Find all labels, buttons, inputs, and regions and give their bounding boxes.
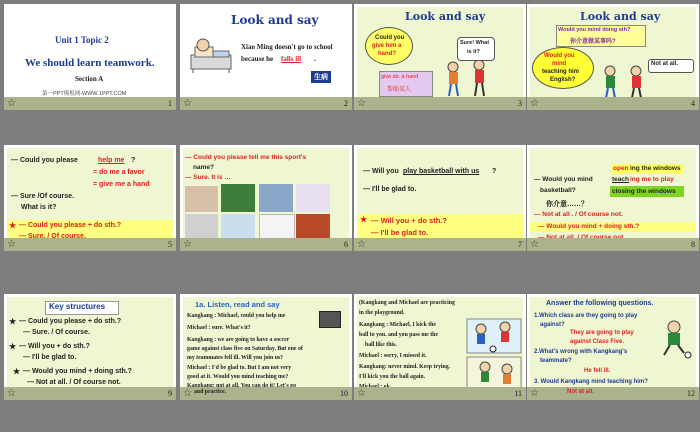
slide-canvas [7,148,173,238]
structure-line-6: — Not at all. / Of course not. [27,379,121,386]
slide-bar [354,238,526,251]
question-2a: 2.What's wrong with Kangkang's [534,349,628,355]
star-icon: ☆ [7,388,16,399]
note-text-1: give sb. a hand [381,74,419,80]
slide-bar [180,97,352,110]
star-icon: ☆ [183,388,192,399]
children-illustration [598,65,654,97]
star-icon: ☆ [357,239,366,250]
slide-10[interactable] [180,294,352,400]
answer-line: — I'll be glad to. [363,186,417,193]
pattern-text: Would you mind doing sth? [558,27,631,33]
question-mark: ? [131,157,136,164]
slide-canvas [183,297,349,387]
star-icon: ★ [13,367,21,376]
question-line-2: name? [193,164,214,171]
reply-text-2: is it? [467,49,480,55]
children-illustration [439,61,499,97]
star-icon: ☆ [7,239,16,250]
slide-4[interactable] [527,4,699,110]
bubble-text-3: hand? [378,51,396,57]
dialog-line-8: Kangkang: not at all. You can do it! Let's go [187,383,296,387]
soccer-player-illustration [654,319,694,359]
slide-6[interactable] [180,145,352,251]
dialog-line-4: game against class five on Saturday. But one of [187,346,303,352]
answer-line: — Sure. It is … [185,174,231,181]
slide-number: 6 [344,240,348,249]
dialog-line-3: Kangkang : Michael, I kick the [359,322,436,328]
star-icon: ★ [9,342,17,351]
slide-9[interactable] [4,294,176,400]
dialog-line-1: Kangkang : Michael, could you help me [187,313,286,319]
dialog-line-9: and practice. [194,389,227,395]
reply-text-1: Sure! What [460,40,490,46]
slide-5[interactable] [4,145,176,251]
structure-line-4: — I'll be glad to. [23,354,77,361]
star-icon: ☆ [530,98,539,109]
slide-number: 10 [340,389,348,398]
dialog-line-1: (Kangkang and Michael are practicing [359,300,455,306]
slide-heading: Look and say [580,10,661,23]
star-icon: ☆ [183,239,192,250]
slide-number: 3 [518,99,522,108]
bubble-text-1: Would you [544,53,575,59]
star-icon: ★ [360,215,368,224]
pattern-translation: 你介意做某事吗? [570,39,616,45]
slide-bar [527,97,699,110]
dialog-line-5: ball like this. [365,342,397,348]
answer-1b: against Class Five. [570,339,625,345]
slide-heading: Look and say [231,13,319,27]
star-icon: ☆ [183,98,192,109]
structure-line-5: — Would you mind + doing sth.? [23,368,132,375]
slide-12[interactable] [527,294,699,400]
slide-canvas [530,7,696,97]
slide-11[interactable] [354,294,526,400]
sentence-period: . [314,55,316,63]
slide-canvas [183,7,349,97]
footer-text: 第一PPT模板网-WWW.1PPT.COM [42,91,127,97]
translation-text: 你介意……？ [546,201,588,208]
question-line-1: — Could you please tell me this sport's [185,154,307,161]
question-text: — Could you please [11,157,78,164]
phrase-play-basketball: play basketball with us [403,168,480,175]
sentence-line-2a: because he [241,55,274,63]
option-1: = do me a favor [93,169,145,176]
bubble-text-3: teaching him [542,69,580,75]
star-icon: ☆ [530,239,539,250]
soccer-illustration [465,317,523,387]
structure-line-1: — Could you please + do sth.? [19,318,122,325]
slide-canvas [183,148,349,238]
structure-line-2: — Sure. / Of course. [23,329,90,336]
slide-bar [527,387,699,400]
slide-number: 8 [691,240,695,249]
question-1a: 1.Which class are they going to play [534,313,638,319]
pattern-line-1: — Will you + do sth.? [371,216,447,225]
bubble-text-2: mind [552,61,567,67]
answer-2: He fell ill. [584,368,611,374]
translation-tag: 生病 [311,71,331,83]
slide-number: 1 [168,99,172,108]
sport-photo-diving [259,184,293,212]
highlight-closing: closing the windows [612,188,676,195]
pattern-line-1: — Could you please + do sth.? [19,222,122,229]
slide-heading: Answer the following questions. [546,300,654,307]
question-1b: against? [540,322,565,328]
question-2b: teammate? [540,358,572,364]
answer-line: — Not at all . / Of course not. [534,211,623,218]
question-mark: ? [492,168,497,175]
sport-photo-badminton [221,184,255,212]
star-icon: ★ [9,317,17,326]
slide-7[interactable] [354,145,526,251]
sentence-line-1: Xiao Ming doesn't go to school [241,43,333,51]
slide-number: 11 [514,389,522,398]
slide-1[interactable] [4,4,176,110]
slide-number: 5 [168,240,172,249]
dialog-line-6: Michael : I'd be glad to. But I am not very [187,365,292,371]
slide-bar [4,238,176,251]
verb-ing: ing me to play [630,176,674,183]
star-icon: ☆ [357,388,366,399]
slide-number: 9 [168,389,172,398]
dialog-line-5: my teammates fell ill. Will you join us? [187,355,284,361]
sport-photo-skiing [221,214,255,238]
option-2: = give me a hand [93,181,150,188]
pattern-line-2: — Not at all. / Of course not. [538,234,626,238]
highlight-opening-1: open [613,165,629,172]
unit-label: Unit 1 Topic 2 [55,35,109,45]
pattern-line-1: — Would you mind + doing sth.? [538,223,640,230]
slide-canvas [357,7,523,97]
slide-canvas [530,148,696,238]
slide-bar [354,97,526,110]
highlight-opening-2: ing the windows [630,165,681,172]
dialog-line-7: good at it. Would you mind teaching me? [187,374,289,380]
dialog-line-6: Michael : sorry, I missed it. [359,353,427,359]
section-label: Section A [75,75,104,83]
slide-heading: 1a. Listen, read and say [195,300,280,309]
slide-bar [4,387,176,400]
sport-photo-cycling [185,214,218,238]
question-line-2: basketball? [540,187,576,194]
sport-photo-boxing [185,186,218,212]
slide-canvas [7,7,173,97]
phrase-falls-ill: falls ill [281,55,302,63]
slide-canvas [7,297,173,387]
slide-number: 12 [687,389,695,398]
note-text-2: 帮助某人 [387,87,412,93]
verb-teach: teach [612,176,629,183]
slide-heading: Key structures [49,302,106,311]
question-3: 3. Would Kangkang mind teaching him? [534,379,648,385]
slide-number: 4 [691,99,695,108]
slide-bar [4,97,176,110]
dialog-line-4: ball to you. and you pass me the [359,332,438,338]
answer-line-1: — Sure /Of course. [11,193,75,200]
film-icon[interactable] [319,311,341,328]
sport-photo-basketball [296,214,330,238]
slide-number: 2 [344,99,348,108]
slide-bar [180,238,352,251]
slide-canvas [357,297,523,387]
slide-bar [527,238,699,251]
dialog-line-3: Kangkang : we are going to have a soccer [187,337,290,343]
pattern-line-2: — Sure. / Of course. [19,233,86,238]
slide-title: We should learn teamwork. [25,57,155,69]
phrase-help-me: help me [98,157,125,164]
slide-8[interactable] [527,145,699,251]
sport-photo-soccer [259,214,295,238]
star-icon: ☆ [530,388,539,399]
slide-heading: Look and say [405,10,486,23]
bubble-text-1: Could you [375,35,405,41]
structure-line-3: — Will you + do sth.? [19,343,90,350]
star-icon: ☆ [7,98,16,109]
dialog-line-7: Kangkang: never mind. Keep trying. [359,364,451,370]
slide-number: 7 [518,240,522,249]
slide-canvas [530,297,696,387]
bubble-text-4: English? [550,77,576,83]
answer-3: Not at all. [567,389,595,395]
reply-text: Not at all. [651,61,679,67]
slide-3[interactable] [354,4,526,110]
slide-bar [354,387,526,400]
pattern-line-2: — I'll be glad to. [371,228,429,237]
dialog-line-2: Michael : sure. What's it? [187,325,251,331]
dialog-line-2: in the playground. [359,310,405,316]
answer-1a: They are going to play [570,330,634,336]
sick-boy-illustration [189,33,235,73]
slide-2[interactable] [180,4,352,110]
question-line-1: — Would you mind [534,176,593,183]
star-icon: ☆ [357,98,366,109]
sport-photo-runner [296,184,330,212]
question-prefix: — Will you [363,168,399,175]
dialog-line-9: Michael : ok. [359,384,392,387]
answer-line-2: What is it? [21,204,57,211]
star-icon: ★ [9,221,17,230]
slide-canvas [357,148,523,238]
dialog-line-8: I'll kick you the ball again. [359,374,426,380]
bubble-text-2: give him a [372,43,402,49]
slide-bar [180,387,352,400]
